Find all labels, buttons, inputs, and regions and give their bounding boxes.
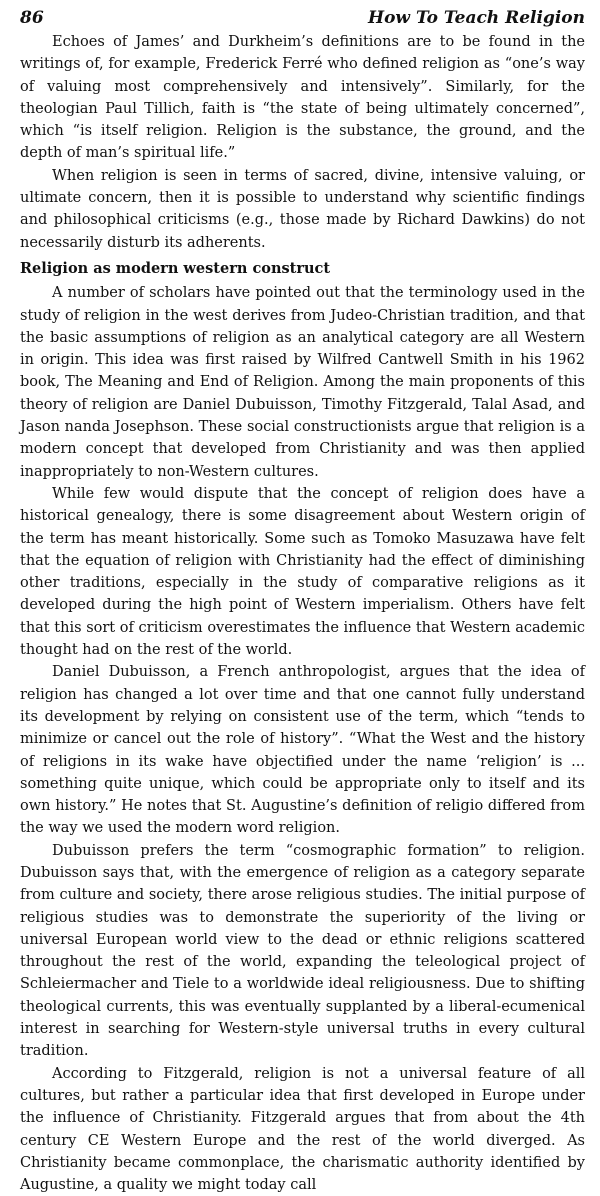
running-header (20, 6, 585, 30)
section-heading: Religion as modern western construct (20, 259, 331, 277)
body-text (20, 31, 585, 1196)
paragraph: Echoes of James’ and Durkheim’s definitions are to be found in the writings of, for example, Frederick Ferré who defined religion as “one’s way of valuing most comprehensively and intensively”. Similarly, for the theologian Paul Tillich, faith is “the state of being ultimately concerned”, which “is itself religion. Religion is the substance, the ground, and the depth of man’s spiritual life.” (20, 34, 585, 162)
paragraph: A number of scholars have pointed out that the terminology used in the study of religion in the west derives from Judeo-Christian tradition, and that the basic assumptions of religion as an analytical category are all Western in origin. This idea was first raised by Wilfred Cantwell Smith in his 1962 book, The Meaning and End of Religion. Among the main proponents of this theory of religion are Daniel Dubuisson, Timothy Fitzgerald, Talal Asad, and Jason nanda Josephson. These social constructionists argue that religion is a modern concept that developed from Christianity and was then applied inappropriately to non-Western cultures. (20, 285, 585, 480)
paragraph: According to Fitzgerald, religion is not a universal feature of all cultures, but rather a particular idea that first developed in Europe under the influence of Christianity. Fitzgerald argues that from about the 4th century CE Western Europe and the rest of the world diverged. As Christianity became commonplace, the charismatic authority identified by Augustine, a quality we might today call (20, 1065, 585, 1194)
page-number: 86 (20, 8, 44, 28)
paragraph: When religion is seen in terms of sacred, divine, intensive valuing, or ultimate concern, then it is possible to understand why scientific findings and philosophical criticisms (e.g., those made by Richard Dawkins) do not necessarily disturb its adherents. (20, 167, 585, 251)
paragraph: Daniel Dubuisson, a French anthropologist, argues that the idea of religion has changed a lot over time and that one cannot fully understand its development by relying on consistent use of the term, which “tends to minimize or cancel out the role of history”. “What the West and the history of religions in its wake have objectified under the name ‘religion’ is ... something quite unique, which could be appropriate only to itself and its own history.” He notes that St. Augustine’s definition of religio differed from the way we used the modern word religion. (20, 664, 585, 837)
paragraph: Dubuisson prefers the term “cosmographic formation” to religion. Dubuisson says that, with the emergence of religion as a category separate from culture and society, there arose religious studies. The initial purpose of religious studies was to demonstrate the superiority of the living or universal European world view to the dead or ethnic religions scattered throughout the rest of the world, expanding the teleological project of Schleiermacher and Tiele to a worldwide ideal religiousness. Due to shifting theological currents, this was eventually supplanted by a liberal-ecumenical interest in searching for Western-style universal truths in every cultural tradition. (20, 842, 585, 1060)
running-title: How To Teach Religion (368, 8, 585, 28)
paragraph: While few would dispute that the concept of religion does have a historical genealogy, there is some disagreement about Western origin of the term has meant historically. Some such as Tomoko Masuzawa have felt that the equation of religion with Christianity had the effect of diminishing other traditions, especially in the study of comparative religions as it developed during the high point of Western imperialism. Others have felt that this sort of criticism overestimates the influence that Western academic thought had on the rest of the world. (20, 485, 585, 659)
